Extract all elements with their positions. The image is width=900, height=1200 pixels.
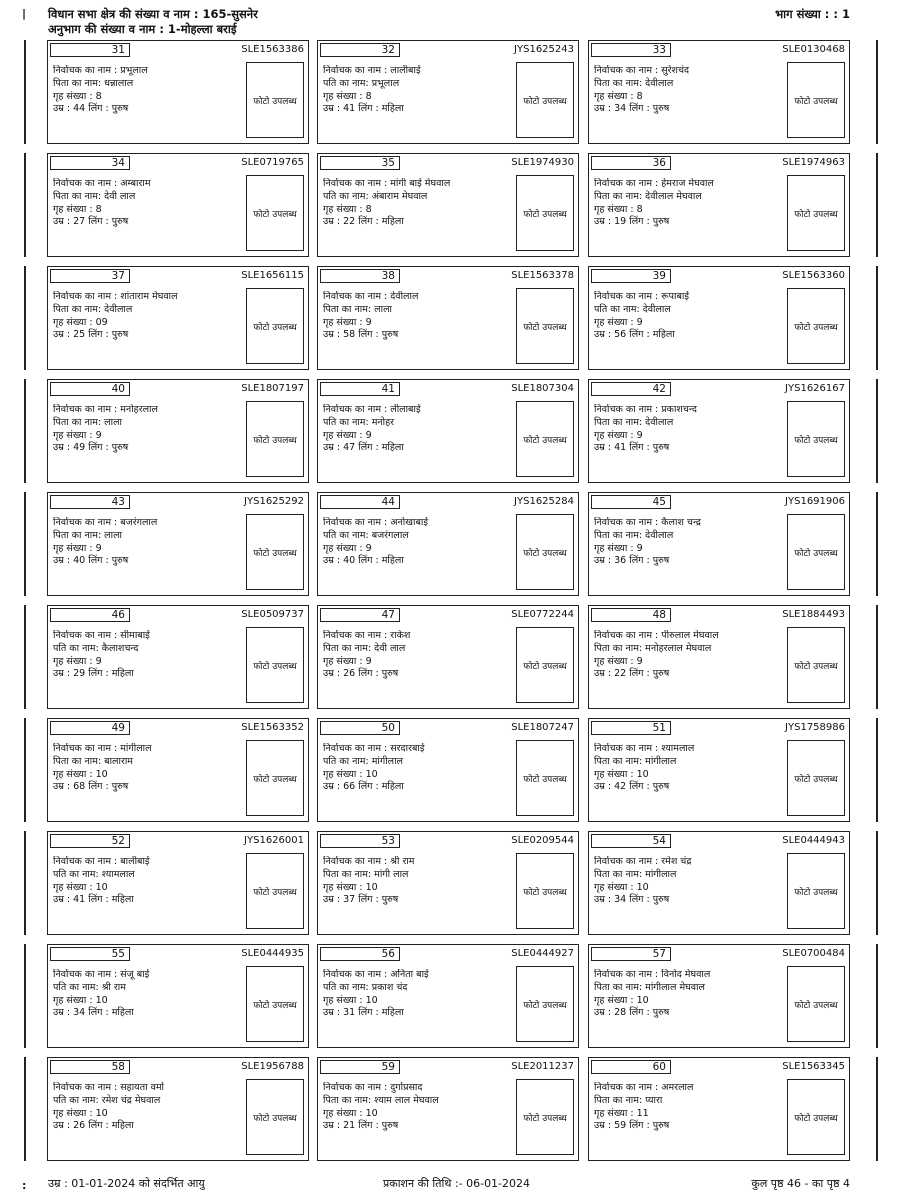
relation-name: पिता का नाम: देवी लाल: [323, 642, 406, 654]
photo-placeholder: फोटो उपलब्ध: [516, 966, 574, 1042]
elector-name: निर्वाचक का नाम : लालीबाई: [323, 65, 421, 76]
relation-name: पिता का नाम: प्यारा: [594, 1094, 663, 1106]
row-side-bar-right: [876, 153, 878, 257]
serial-number: 55: [50, 947, 130, 961]
relation-name: पति का नाम: श्री राम: [53, 981, 126, 993]
photo-placeholder: फोटो उपलब्ध: [787, 288, 845, 364]
epic-number: JYS1626167: [785, 383, 845, 394]
relation-name: पिता का नाम: देवीलाल: [594, 416, 674, 428]
part-number: भाग संख्या : : 1: [775, 7, 850, 21]
house-number: गृह संख्या : 8: [594, 203, 643, 215]
edge-mark-bottom: :: [22, 1179, 27, 1192]
photo-placeholder: फोटो उपलब्ध: [787, 1079, 845, 1155]
voter-details: [53, 65, 243, 116]
relation-name: पति का नाम: मांगीलाल: [323, 755, 403, 767]
age-reference-note: उम्र : 01-01-2024 को संदर्भित आयु: [48, 1177, 205, 1190]
relation-name: पिता का नाम: बालाराम: [53, 755, 133, 767]
voter-card: [317, 40, 579, 144]
epic-number: SLE0509737: [241, 609, 304, 620]
voter-details: [594, 743, 784, 794]
relation-name: पिता का नाम: लाला: [53, 416, 122, 428]
age-gender: उम्र : 28 लिंग : पुरुष: [594, 1007, 670, 1019]
voter-card: [588, 831, 850, 935]
epic-number: SLE0444935: [241, 948, 304, 959]
row-side-bar-right: [876, 605, 878, 709]
voter-card: [47, 379, 309, 483]
serial-number: 37: [50, 269, 130, 283]
photo-placeholder: फोटो उपलब्ध: [246, 514, 304, 590]
epic-number: SLE0772244: [511, 609, 574, 620]
house-number: गृह संख्या : 9: [53, 542, 102, 554]
serial-number: 49: [50, 721, 130, 735]
serial-number: 50: [320, 721, 400, 735]
photo-placeholder: फोटो उपलब्ध: [787, 966, 845, 1042]
voter-card: [317, 944, 579, 1048]
age-gender: उम्र : 49 लिंग : पुरुष: [53, 442, 129, 454]
voter-details: [594, 291, 784, 342]
relation-name: पति का नाम: मनोहर: [323, 416, 395, 428]
photo-placeholder: फोटो उपलब्ध: [787, 853, 845, 929]
age-gender: उम्र : 36 लिंग : पुरुष: [594, 555, 670, 567]
epic-number: SLE2011237: [511, 1061, 574, 1072]
voter-card: [317, 266, 579, 370]
voter-details: [323, 743, 513, 794]
voter-details: [53, 856, 243, 907]
relation-name: पति का नाम: अंबाराम मेघवाल: [323, 190, 428, 202]
epic-number: SLE1563386: [241, 44, 304, 55]
house-number: गृह संख्या : 10: [53, 994, 108, 1006]
age-gender: उम्र : 34 लिंग : महिला: [53, 1007, 134, 1019]
voter-details: [594, 517, 784, 568]
relation-name: पिता का नाम: मनोहरलाल मेघवाल: [594, 642, 712, 654]
age-gender: उम्र : 22 लिंग : पुरुष: [594, 668, 670, 680]
house-number: गृह संख्या : 10: [323, 881, 378, 893]
serial-number: 35: [320, 156, 400, 170]
relation-name: पिता का नाम: देवीलाल: [594, 529, 674, 541]
relation-name: पिता का नाम: मांगीलाल: [594, 755, 677, 767]
epic-number: SLE0700484: [782, 948, 845, 959]
age-gender: उम्र : 58 लिंग : पुरुष: [323, 329, 399, 341]
house-number: गृह संख्या : 8: [594, 90, 643, 102]
age-gender: उम्र : 34 लिंग : पुरुष: [594, 103, 670, 115]
relation-name: पति का नाम: श्यामलाल: [53, 868, 135, 880]
voter-details: [53, 178, 243, 229]
relation-name: पति का नाम: प्रभूलाल: [323, 77, 400, 89]
voter-card: [317, 1057, 579, 1161]
age-gender: उम्र : 31 लिंग : महिला: [323, 1007, 404, 1019]
elector-name: निर्वाचक का नाम : लीलाबाई: [323, 404, 421, 415]
row-side-bar-left: [24, 492, 26, 596]
elector-name: निर्वाचक का नाम : मांगी बाई मेघवाल: [323, 178, 451, 189]
elector-name: निर्वाचक का नाम : बालीबाई: [53, 856, 150, 867]
voter-details: [594, 65, 784, 116]
house-number: गृह संख्या : 9: [323, 316, 372, 328]
row-side-bar-right: [876, 266, 878, 370]
voter-details: [594, 969, 784, 1020]
serial-number: 34: [50, 156, 130, 170]
house-number: गृह संख्या : 10: [53, 881, 108, 893]
photo-placeholder: फोटो उपलब्ध: [516, 627, 574, 703]
photo-placeholder: फोटो उपलब्ध: [246, 175, 304, 251]
house-number: गृह संख्या : 9: [53, 429, 102, 441]
voter-card: [317, 379, 579, 483]
serial-number: 33: [591, 43, 671, 57]
house-number: गृह संख्या : 10: [594, 768, 649, 780]
relation-name: पति का नाम: बजरंगलाल: [323, 529, 409, 541]
epic-number: SLE0444943: [782, 835, 845, 846]
serial-number: 57: [591, 947, 671, 961]
voter-card: [588, 266, 850, 370]
epic-number: SLE1807304: [511, 383, 574, 394]
epic-number: SLE0719765: [241, 157, 304, 168]
photo-placeholder: फोटो उपलब्ध: [246, 966, 304, 1042]
section-label: अनुभाग की संख्या व नाम : 1-मोहल्ला बराई: [48, 22, 237, 36]
elector-name: निर्वाचक का नाम : संजू बाई: [53, 969, 150, 980]
photo-placeholder: फोटो उपलब्ध: [787, 62, 845, 138]
serial-number: 41: [320, 382, 400, 396]
voter-card: [47, 40, 309, 144]
relation-name: पति का नाम: प्रकाश चंद: [323, 981, 408, 993]
relation-name: पिता का नाम: देवीलाल मेघवाल: [594, 190, 702, 202]
age-gender: उम्र : 68 लिंग : पुरुष: [53, 781, 129, 793]
voter-card: [588, 718, 850, 822]
relation-name: पिता का नाम: लाला: [323, 303, 392, 315]
photo-placeholder: फोटो उपलब्ध: [246, 740, 304, 816]
house-number: गृह संख्या : 8: [323, 90, 372, 102]
relation-name: पति का नाम: कैलाशचन्द: [53, 642, 139, 654]
epic-number: SLE1956788: [241, 1061, 304, 1072]
elector-name: निर्वाचक का नाम : श्री राम: [323, 856, 415, 867]
elector-name: निर्वाचक का नाम : सरदारबाई: [323, 743, 425, 754]
voter-details: [323, 856, 513, 907]
row-side-bar-right: [876, 831, 878, 935]
house-number: गृह संख्या : 10: [53, 768, 108, 780]
serial-number: 56: [320, 947, 400, 961]
elector-name: निर्वाचक का नाम : सीमाबाई: [53, 630, 150, 641]
photo-placeholder: फोटो उपलब्ध: [246, 627, 304, 703]
age-gender: उम्र : 40 लिंग : महिला: [323, 555, 404, 567]
serial-number: 36: [591, 156, 671, 170]
voter-card: [588, 379, 850, 483]
elector-name: निर्वाचक का नाम : रमेश चंद्र: [594, 856, 692, 867]
elector-name: निर्वाचक का नाम : पीरुलाल मेघवाल: [594, 630, 719, 641]
house-number: गृह संख्या : 10: [323, 1107, 378, 1119]
house-number: गृह संख्या : 8: [53, 90, 102, 102]
age-gender: उम्र : 66 लिंग : महिला: [323, 781, 404, 793]
age-gender: उम्र : 59 लिंग : पुरुष: [594, 1120, 670, 1132]
elector-name: निर्वाचक का नाम : हेमराज मेघवाल: [594, 178, 714, 189]
epic-number: JYS1758986: [785, 722, 845, 733]
photo-placeholder: फोटो उपलब्ध: [516, 175, 574, 251]
serial-number: 52: [50, 834, 130, 848]
photo-placeholder: फोटो उपलब्ध: [787, 175, 845, 251]
serial-number: 53: [320, 834, 400, 848]
row-side-bar-left: [24, 40, 26, 144]
relation-name: पति का नाम: देवीलाल: [594, 303, 671, 315]
elector-name: निर्वाचक का नाम : अमरलाल: [594, 1082, 694, 1093]
relation-name: पिता का नाम: मांगी लाल: [323, 868, 409, 880]
voter-card: [588, 153, 850, 257]
relation-name: पिता का नाम: धन्नालाल: [53, 77, 134, 89]
house-number: गृह संख्या : 9: [594, 542, 643, 554]
row-side-bar-right: [876, 40, 878, 144]
elector-name: निर्वाचक का नाम : बजरंगलाल: [53, 517, 158, 528]
voter-details: [323, 630, 513, 681]
serial-number: 47: [320, 608, 400, 622]
serial-number: 48: [591, 608, 671, 622]
serial-number: 58: [50, 1060, 130, 1074]
age-gender: उम्र : 42 लिंग : पुरुष: [594, 781, 670, 793]
house-number: गृह संख्या : 9: [323, 429, 372, 441]
age-gender: उम्र : 34 लिंग : पुरुष: [594, 894, 670, 906]
elector-name: निर्वाचक का नाम : अम्बाराम: [53, 178, 151, 189]
serial-number: 60: [591, 1060, 671, 1074]
row-side-bar-left: [24, 266, 26, 370]
epic-number: SLE1656115: [241, 270, 304, 281]
house-number: गृह संख्या : 9: [594, 429, 643, 441]
house-number: गृह संख्या : 10: [594, 994, 649, 1006]
elector-name: निर्वाचक का नाम : शांताराम मेघवाल: [53, 291, 178, 302]
voter-details: [53, 969, 243, 1020]
house-number: गृह संख्या : 9: [53, 655, 102, 667]
elector-name: निर्वाचक का नाम : सहायता वर्मा: [53, 1082, 165, 1093]
row-side-bar-left: [24, 944, 26, 1048]
voter-details: [53, 404, 243, 455]
age-gender: उम्र : 26 लिंग : पुरुष: [323, 668, 399, 680]
elector-name: निर्वाचक का नाम : अनिता बाई: [323, 969, 429, 980]
photo-placeholder: फोटो उपलब्ध: [516, 514, 574, 590]
voter-card: [47, 153, 309, 257]
age-gender: उम्र : 44 लिंग : पुरुष: [53, 103, 129, 115]
elector-name: निर्वाचक का नाम : मांगीलाल: [53, 743, 152, 754]
row-side-bar-left: [24, 831, 26, 935]
voter-details: [323, 65, 513, 116]
serial-number: 31: [50, 43, 130, 57]
age-gender: उम्र : 26 लिंग : महिला: [53, 1120, 134, 1132]
row-side-bar-right: [876, 718, 878, 822]
epic-number: SLE0444927: [511, 948, 574, 959]
house-number: गृह संख्या : 09: [53, 316, 108, 328]
elector-name: निर्वाचक का नाम : प्रभूलाल: [53, 65, 148, 76]
age-gender: उम्र : 41 लिंग : महिला: [323, 103, 404, 115]
row-side-bar-left: [24, 1057, 26, 1161]
serial-number: 59: [320, 1060, 400, 1074]
elector-name: निर्वाचक का नाम : दुर्गाप्रसाद: [323, 1082, 423, 1093]
page-info: कुल पृष्ठ 46 - का पृष्ठ 4: [751, 1177, 850, 1190]
voter-details: [323, 1082, 513, 1133]
house-number: गृह संख्या : 10: [323, 994, 378, 1006]
elector-name: निर्वाचक का नाम : मनोहरलाल: [53, 404, 158, 415]
age-gender: उम्र : 56 लिंग : महिला: [594, 329, 675, 341]
serial-number: 46: [50, 608, 130, 622]
voter-card: [47, 266, 309, 370]
elector-name: निर्वाचक का नाम : प्रकाशचन्द: [594, 404, 697, 415]
epic-number: SLE1807247: [511, 722, 574, 733]
epic-number: JYS1626001: [244, 835, 304, 846]
epic-number: SLE1563352: [241, 722, 304, 733]
relation-name: पिता का नाम: देवी लाल: [53, 190, 136, 202]
house-number: गृह संख्या : 8: [53, 203, 102, 215]
voter-details: [53, 1082, 243, 1133]
serial-number: 43: [50, 495, 130, 509]
row-side-bar-left: [24, 379, 26, 483]
voter-card: [588, 40, 850, 144]
edge-mark-top: |: [22, 7, 27, 20]
photo-placeholder: फोटो उपलब्ध: [516, 62, 574, 138]
voter-card: [317, 718, 579, 822]
voter-details: [53, 743, 243, 794]
epic-number: JYS1691906: [785, 496, 845, 507]
house-number: गृह संख्या : 8: [323, 203, 372, 215]
voter-details: [53, 517, 243, 568]
epic-number: SLE1563345: [782, 1061, 845, 1072]
photo-placeholder: फोटो उपलब्ध: [787, 627, 845, 703]
voter-details: [53, 630, 243, 681]
relation-name: पिता का नाम: देवीलाल: [53, 303, 133, 315]
age-gender: उम्र : 27 लिंग : पुरुष: [53, 216, 129, 228]
voter-card: [317, 605, 579, 709]
constituency-label: विधान सभा क्षेत्र की संख्या व नाम : 165-सुसनेर: [48, 7, 258, 21]
house-number: गृह संख्या : 9: [323, 655, 372, 667]
epic-number: JYS1625284: [514, 496, 574, 507]
house-number: गृह संख्या : 9: [594, 655, 643, 667]
photo-placeholder: फोटो उपलब्ध: [516, 401, 574, 477]
epic-number: SLE1974930: [511, 157, 574, 168]
voter-details: [594, 630, 784, 681]
age-gender: उम्र : 29 लिंग : महिला: [53, 668, 134, 680]
serial-number: 45: [591, 495, 671, 509]
photo-placeholder: फोटो उपलब्ध: [516, 288, 574, 364]
voter-card: [588, 944, 850, 1048]
row-side-bar-right: [876, 379, 878, 483]
voter-card: [317, 831, 579, 935]
epic-number: SLE1884493: [782, 609, 845, 620]
photo-placeholder: फोटो उपलब्ध: [246, 1079, 304, 1155]
epic-number: JYS1625243: [514, 44, 574, 55]
voter-card: [47, 718, 309, 822]
photo-placeholder: फोटो उपलब्ध: [787, 514, 845, 590]
elector-name: निर्वाचक का नाम : देवीलाल: [323, 291, 419, 302]
photo-placeholder: फोटो उपलब्ध: [516, 853, 574, 929]
relation-name: पिता का नाम: मांगीलाल मेघवाल: [594, 981, 705, 993]
voter-card: [588, 492, 850, 596]
house-number: गृह संख्या : 10: [53, 1107, 108, 1119]
voter-card: [47, 605, 309, 709]
relation-name: पिता का नाम: मांगीलाल: [594, 868, 677, 880]
photo-placeholder: फोटो उपलब्ध: [787, 740, 845, 816]
epic-number: SLE1974963: [782, 157, 845, 168]
elector-name: निर्वाचक का नाम : श्यामलाल: [594, 743, 695, 754]
age-gender: उम्र : 41 लिंग : पुरुष: [594, 442, 670, 454]
voter-card: [317, 492, 579, 596]
age-gender: उम्र : 22 लिंग : महिला: [323, 216, 404, 228]
voter-card: [47, 492, 309, 596]
voter-card: [47, 944, 309, 1048]
relation-name: पिता का नाम: लाला: [53, 529, 122, 541]
epic-number: SLE1563360: [782, 270, 845, 281]
serial-number: 42: [591, 382, 671, 396]
row-side-bar-left: [24, 718, 26, 822]
voter-details: [323, 178, 513, 229]
row-side-bar-right: [876, 944, 878, 1048]
voter-details: [53, 291, 243, 342]
house-number: गृह संख्या : 9: [323, 542, 372, 554]
row-side-bar-left: [24, 153, 26, 257]
age-gender: उम्र : 47 लिंग : महिला: [323, 442, 404, 454]
photo-placeholder: फोटो उपलब्ध: [246, 401, 304, 477]
voter-details: [323, 517, 513, 568]
elector-name: निर्वाचक का नाम : विनोद मेघवाल: [594, 969, 711, 980]
age-gender: उम्र : 19 लिंग : पुरुष: [594, 216, 670, 228]
row-side-bar-right: [876, 492, 878, 596]
serial-number: 39: [591, 269, 671, 283]
voter-details: [594, 856, 784, 907]
photo-placeholder: फोटो उपलब्ध: [516, 740, 574, 816]
house-number: गृह संख्या : 10: [594, 881, 649, 893]
voter-card: [588, 1057, 850, 1161]
age-gender: उम्र : 40 लिंग : पुरुष: [53, 555, 129, 567]
elector-name: निर्वाचक का नाम : कैलाश चन्द्र: [594, 517, 701, 528]
serial-number: 40: [50, 382, 130, 396]
voter-details: [323, 291, 513, 342]
elector-name: निर्वाचक का नाम : रूपाबाई: [594, 291, 690, 302]
epic-number: SLE1807197: [241, 383, 304, 394]
voter-details: [594, 404, 784, 455]
photo-placeholder: फोटो उपलब्ध: [246, 853, 304, 929]
epic-number: SLE0130468: [782, 44, 845, 55]
relation-name: पिता का नाम: देवीलाल: [594, 77, 674, 89]
age-gender: उम्र : 21 लिंग : पुरुष: [323, 1120, 399, 1132]
serial-number: 54: [591, 834, 671, 848]
photo-placeholder: फोटो उपलब्ध: [246, 288, 304, 364]
voter-details: [323, 404, 513, 455]
house-number: गृह संख्या : 10: [323, 768, 378, 780]
house-number: गृह संख्या : 9: [594, 316, 643, 328]
elector-name: निर्वाचक का नाम : राकेश: [323, 630, 411, 641]
elector-name: निर्वाचक का नाम : सुरेशचंद: [594, 65, 690, 76]
epic-number: JYS1625292: [244, 496, 304, 507]
voter-card: [317, 153, 579, 257]
house-number: गृह संख्या : 11: [594, 1107, 649, 1119]
row-side-bar-right: [876, 1057, 878, 1161]
relation-name: पिता का नाम: श्याम लाल मेघवाल: [323, 1094, 439, 1106]
serial-number: 32: [320, 43, 400, 57]
voter-details: [594, 178, 784, 229]
serial-number: 44: [320, 495, 400, 509]
epic-number: SLE1563378: [511, 270, 574, 281]
photo-placeholder: फोटो उपलब्ध: [787, 401, 845, 477]
voter-details: [323, 969, 513, 1020]
photo-placeholder: फोटो उपलब्ध: [246, 62, 304, 138]
epic-number: SLE0209544: [511, 835, 574, 846]
age-gender: उम्र : 37 लिंग : पुरुष: [323, 894, 399, 906]
publication-date: प्रकाशन की तिथि :- 06-01-2024: [383, 1177, 531, 1190]
voter-card: [47, 831, 309, 935]
photo-placeholder: फोटो उपलब्ध: [516, 1079, 574, 1155]
serial-number: 38: [320, 269, 400, 283]
age-gender: उम्र : 41 लिंग : महिला: [53, 894, 134, 906]
voter-card: [47, 1057, 309, 1161]
relation-name: पति का नाम: रमेश चंद्र मेघवाल: [53, 1094, 161, 1106]
age-gender: उम्र : 25 लिंग : पुरुष: [53, 329, 129, 341]
voter-card: [588, 605, 850, 709]
serial-number: 51: [591, 721, 671, 735]
elector-name: निर्वाचक का नाम : अनोखाबाई: [323, 517, 429, 528]
voter-details: [594, 1082, 784, 1133]
row-side-bar-left: [24, 605, 26, 709]
